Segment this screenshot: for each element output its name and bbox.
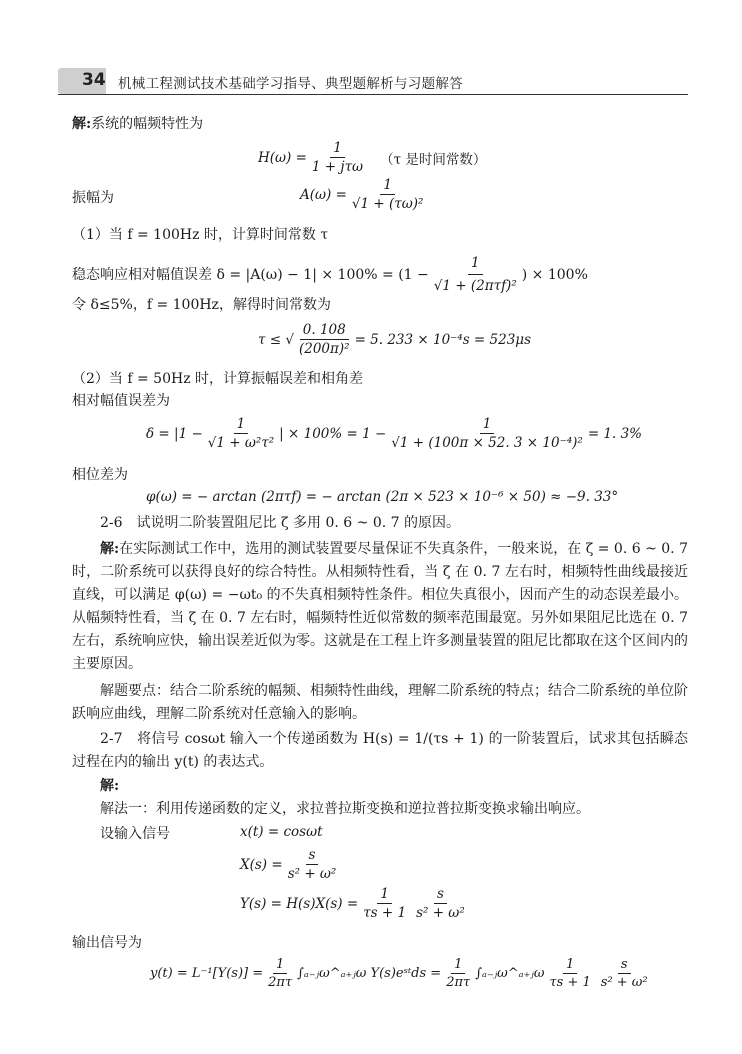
equation-H xyxy=(258,140,486,175)
X-equation xyxy=(240,847,341,882)
H-fraction xyxy=(309,140,366,175)
question-2-6: 2-6 试说明二阶装置阻尼比 ζ 多用 0. 6 ~ 0. 7 的原因。 xyxy=(100,515,460,531)
y-numerator-2: 1 xyxy=(451,957,465,974)
method-1: 解法一：利用传递函数的定义，求拉普拉斯变换和逆拉普拉斯变换求输出响应。 xyxy=(100,801,590,817)
Y-denominator-1: τs + 1 xyxy=(363,905,407,921)
solution-intro xyxy=(72,114,203,134)
X-fraction xyxy=(285,847,340,882)
y-numerator-1: 1 xyxy=(273,957,287,974)
Y-denominator-2: s² + ω² xyxy=(416,905,465,921)
equation-A xyxy=(300,177,428,212)
tau-rhs: = 5. 233 × 10⁻⁴s = 523μs xyxy=(354,331,532,348)
error-equation xyxy=(72,253,588,296)
running-title: 机械工程测试技术基础学习指导、典型题解析与习题解答 xyxy=(118,76,463,92)
condition-line: 令 δ≤5%，f = 100Hz，解得时间常数为 xyxy=(72,297,331,313)
delta-equation xyxy=(146,416,642,451)
y-fraction-2 xyxy=(443,957,473,990)
A-fraction xyxy=(349,177,427,212)
output-label: 输出信号为 xyxy=(72,935,142,951)
y-lhs: y(t) = L⁻¹[Y(s)] = xyxy=(150,966,264,981)
amplitude-label: 振幅为 xyxy=(72,190,114,206)
H-denominator: 1 + jτω xyxy=(311,159,364,175)
answer-2-6-label: 解: xyxy=(100,541,120,557)
y-denominator-4: s² + ω² xyxy=(600,975,648,990)
A-numerator: 1 xyxy=(380,177,395,195)
y-fraction-3 xyxy=(546,957,593,990)
y-numerator-4: s xyxy=(618,957,631,974)
y-integral-2: ∫ₐ₋ⱼω^ₐ₊ⱼω xyxy=(475,966,545,981)
X-numerator: s xyxy=(306,847,319,865)
tau-lhs: τ ≤ √ xyxy=(258,331,294,348)
Y-numerator-2: s xyxy=(434,886,447,904)
y-denominator-2: 2πτ xyxy=(446,975,471,990)
A-denominator: √1 + (τω)² xyxy=(351,196,424,212)
y-denominator-3: τs + 1 xyxy=(549,975,591,990)
Y-lhs: Y(s) = H(s)X(s) = xyxy=(240,895,359,912)
key-points: 解题要点：结合二阶系统的幅频、相频特性曲线，理解二阶系统的特点；结合二阶系统的单位阶跃响应曲线，理解二阶系统对任意输入的影响。 xyxy=(72,683,688,722)
delta-mid: | × 100% = 1 − xyxy=(279,425,387,442)
error-numerator: 1 xyxy=(468,253,483,275)
delta-rhs: = 1. 3% xyxy=(587,425,643,442)
X-denominator: s² + ω² xyxy=(287,866,337,882)
y-fraction-4 xyxy=(598,957,651,990)
header-rule xyxy=(58,94,688,95)
H-lhs: H(ω) = xyxy=(258,149,307,166)
page-number: 34 xyxy=(82,70,106,90)
delta-numerator-2: 1 xyxy=(480,416,495,434)
H-note: （τ 是时间常数） xyxy=(380,151,487,168)
Y-fraction-1 xyxy=(360,886,409,921)
y-denominator-1: 2πτ xyxy=(268,975,293,990)
error-tail: ) × 100% xyxy=(521,266,588,283)
tau-equation xyxy=(258,322,531,357)
y-numerator-3: 1 xyxy=(563,957,577,974)
relative-error-label: 相对幅值误差为 xyxy=(72,393,170,409)
delta-denominator-2: √1 + (100π × 52. 3 × 10⁻⁴)² xyxy=(391,435,583,451)
Y-numerator-1: 1 xyxy=(377,886,392,904)
answer-2-6 xyxy=(72,538,688,676)
x-equation: x(t) = cosωt xyxy=(240,824,323,840)
delta-denominator-1: √1 + ω²τ² xyxy=(207,435,275,451)
case2-heading: （2）当 f = 50Hz 时，计算振幅误差和相角差 xyxy=(72,371,364,387)
phase-label: 相位差为 xyxy=(72,467,128,483)
y-integral-1: ∫ₐ₋ⱼω^ₐ₊ⱼω Y(s)eˢᵗds = xyxy=(297,966,442,981)
Y-equation xyxy=(240,886,470,921)
delta-fraction-1 xyxy=(205,416,277,451)
solution-label-2-7: 解: xyxy=(100,778,120,794)
question-2-7: 2-7 将信号 cosωt 输入一个传递函数为 H(s) = 1/(τs + 1) 的一阶装置后，试求其包括瞬态过程在内的输出 y(t) 的表达式。 xyxy=(72,731,688,770)
delta-numerator-1: 1 xyxy=(234,416,249,434)
error-fraction xyxy=(431,253,520,296)
tau-denominator: (200π)² xyxy=(298,341,350,357)
case1-heading: （1）当 f = 100Hz 时，计算时间常数 τ xyxy=(72,227,329,243)
phase-equation: φ(ω) = − arctan (2πτf) = − arctan (2π × 523 × 10⁻⁶ × 50) ≈ −9. 33° xyxy=(146,489,619,505)
solution-text: 系统的幅频特性为 xyxy=(91,116,204,132)
answer-2-6-text: 在实际测试工作中，选用的测试装置要尽量保证不失真条件，一般来说，在 ζ = 0. 6 ~ 0. 7 时，二阶系统可以获得良好的综合特性。从相频特性看，当 ζ 在 0. 7 左右时，相频特性曲线最接近直线，可以满足 φ(ω) = −ωt₀ 的不失真相频特性条件。相位失真很小，因而产生的动态误差最小。从幅频特性看，当 ζ 在 0. 7 左右时，幅频特性近似常数的频率范围最宽。另外如果阻尼比选在 0. 7 左右，系统响应快，输出误差近似为零。这就是在工程上许多测量装置的阻尼比都取在这个区间内的主要原因。 xyxy=(72,541,688,672)
Y-fraction-2 xyxy=(413,886,468,921)
solution-label: 解: xyxy=(72,116,92,132)
A-lhs: A(ω) = xyxy=(300,186,347,203)
X-lhs: X(s) = xyxy=(240,856,283,873)
H-numerator: 1 xyxy=(330,140,345,158)
error-text: 稳态响应相对幅值误差 δ = |A(ω) − 1| × 100% = (1 − xyxy=(72,266,429,283)
error-denominator: √1 + (2πτf)² xyxy=(433,278,517,294)
delta-fraction-2 xyxy=(388,416,586,451)
y-fraction-1 xyxy=(265,957,295,990)
delta-lhs: δ = |1 − xyxy=(146,425,203,442)
y-equation xyxy=(150,957,653,990)
tau-fraction xyxy=(296,322,353,357)
input-label: 设输入信号 xyxy=(100,826,170,842)
tau-numerator: 0. 108 xyxy=(300,322,349,340)
